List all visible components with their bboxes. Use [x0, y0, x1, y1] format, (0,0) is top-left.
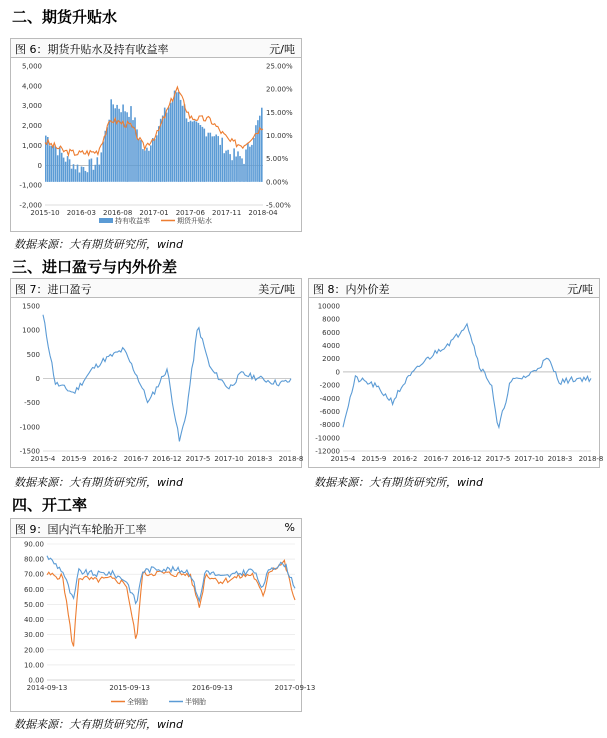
chart-6-title: 图 6：期货升贴水及持有收益率 [15, 43, 169, 56]
y-tick-label: 2000 [322, 355, 340, 364]
y2-tick-label: 20.00% [266, 85, 293, 94]
chart-9-header [11, 519, 301, 538]
bar-holding-yield [190, 121, 192, 182]
y-tick-label: 0 [335, 368, 340, 377]
bar-holding-yield [202, 127, 204, 182]
x-tick-label: 2016-08 [103, 209, 133, 217]
x-tick-label: 2018-3 [247, 455, 273, 463]
bar-holding-yield [110, 99, 112, 182]
x-tick-label: 2018-3 [547, 455, 573, 463]
bar-holding-yield [63, 158, 65, 182]
bar-holding-yield [204, 129, 206, 182]
bar-holding-yield [55, 147, 57, 182]
x-tick-label: 2017-10 [214, 455, 244, 463]
bar-holding-yield [128, 117, 130, 182]
bar-holding-yield [87, 172, 89, 182]
x-tick-label: 2014-09-13 [26, 684, 68, 692]
bar-holding-yield [99, 165, 101, 182]
bar-holding-yield [172, 100, 174, 182]
bar-holding-yield [178, 92, 180, 182]
bar-holding-yield [144, 150, 146, 181]
x-tick-label: 2016-09-13 [191, 684, 233, 692]
y-tick-label: -6000 [319, 407, 340, 416]
bar-holding-yield [148, 151, 150, 182]
x-tick-label: 2015-4 [30, 455, 56, 463]
y-tick-label: 0 [35, 375, 40, 383]
chart-9-unit: % [284, 521, 295, 534]
x-tick-label: 2015-9 [361, 455, 387, 463]
bar-holding-yield [162, 116, 164, 182]
x-tick-label: 2017-11 [212, 209, 242, 217]
bar-holding-yield [251, 145, 253, 182]
y-tick-label: -4000 [319, 394, 340, 403]
bar-holding-yield [93, 170, 95, 182]
bar-holding-yield [176, 92, 178, 182]
bar-holding-yield [83, 167, 85, 182]
bar-holding-yield [152, 138, 154, 182]
x-tick-label: 2015-09-13 [109, 684, 151, 692]
bar-holding-yield [239, 156, 241, 182]
chart-7-svg [11, 298, 304, 466]
y2-tick-label: -5.00% [266, 201, 291, 210]
x-tick-label: 2015-4 [330, 455, 356, 463]
y-tick-label: 1500 [22, 302, 40, 311]
bar-holding-yield [103, 142, 105, 182]
y-tick-label: 60.00 [23, 585, 44, 594]
bar-holding-yield [245, 150, 247, 182]
bar-holding-yield [89, 159, 91, 182]
bar-holding-yield [138, 139, 140, 182]
y-tick-label: 0 [37, 161, 42, 170]
bar-holding-yield [118, 109, 120, 182]
bar-holding-yield [53, 146, 55, 182]
bar-holding-yield [85, 171, 87, 182]
chart-8-header [309, 279, 599, 298]
chart-6-source: 数据来源：大有期货研究所，wind [14, 238, 184, 251]
chart-7-source: 数据来源：大有期货研究所，wind [14, 476, 184, 489]
bar-holding-yield [198, 123, 200, 182]
bar-holding-yield [112, 104, 114, 181]
chart-8-title: 图 8：内外价差 [313, 283, 390, 296]
chart-8-unit: 元/吨 [567, 283, 593, 296]
y-tick-label: 1,000 [21, 141, 42, 150]
bar-holding-yield [233, 148, 235, 182]
bar-holding-yield [212, 136, 214, 182]
y-tick-label: 6000 [322, 328, 340, 337]
legend-label-futures-basis: 期货升贴水 [177, 217, 212, 225]
bar-holding-yield [132, 120, 134, 182]
y-tick-label: 40.00 [23, 616, 44, 625]
chart-6-panel [10, 38, 302, 232]
bar-holding-yield [214, 136, 216, 182]
y2-tick-label: 5.00% [266, 155, 289, 164]
bar-holding-yield [184, 104, 186, 182]
y-tick-label: -12000 [315, 447, 340, 456]
y2-tick-label: 25.00% [266, 62, 293, 71]
bar-holding-yield [124, 111, 126, 182]
x-tick-label: 2015-9 [61, 455, 87, 463]
bar-holding-yield [160, 119, 162, 182]
bar-holding-yield [174, 91, 176, 182]
y-tick-label: 500 [26, 350, 40, 359]
chart-9-panel [10, 518, 316, 712]
y-tick-label: 4,000 [21, 82, 42, 91]
bar-holding-yield [91, 159, 93, 182]
chart-6-header [11, 39, 301, 58]
chart-6-unit: 元/吨 [269, 43, 295, 56]
y-tick-label: 50.00 [23, 600, 44, 609]
y-tick-label: 4000 [322, 342, 340, 351]
bar-holding-yield [249, 147, 251, 182]
bar-holding-yield [231, 160, 233, 182]
bar-holding-yield [229, 154, 231, 182]
bar-holding-yield [150, 145, 152, 182]
chart-8-source: 数据来源：大有期货研究所，wind [314, 476, 484, 489]
bar-holding-yield [154, 139, 156, 182]
y-tick-label: 90.00 [23, 540, 44, 549]
bar-holding-yield [168, 107, 170, 182]
bar-holding-yield [134, 117, 136, 181]
bar-holding-yield [130, 106, 132, 182]
bar-holding-yield [140, 140, 142, 182]
y-tick-label: -2,000 [19, 201, 42, 210]
bar-holding-yield [221, 138, 223, 182]
x-tick-label: 2017-5 [485, 455, 511, 463]
x-tick-label: 2018-04 [248, 209, 278, 217]
y-tick-label: 8000 [322, 315, 340, 324]
bar-holding-yield [253, 138, 255, 182]
bar-holding-yield [180, 100, 182, 182]
bar-holding-yield [225, 151, 227, 182]
bar-holding-yield [219, 145, 221, 182]
bar-holding-yield [259, 116, 261, 182]
y-tick-label: -1,000 [19, 181, 42, 190]
section-title-import-profit: 三、进口盈亏与内外价差 [12, 258, 178, 276]
bar-holding-yield [116, 105, 118, 182]
chart-8-svg [309, 298, 604, 466]
bar-holding-yield [217, 136, 219, 182]
chart-7-unit: 美元/吨 [258, 283, 295, 296]
section-title-futures-basis: 二、期货升贴水 [12, 8, 118, 26]
y-tick-label: 70.00 [23, 570, 44, 579]
bar-holding-yield [101, 152, 103, 182]
bar-holding-yield [65, 162, 67, 182]
bar-holding-yield [261, 108, 263, 182]
y-tick-label: 20.00 [23, 646, 44, 655]
chart-9-title: 图 9：国内汽车轮胎开工率 [15, 523, 147, 536]
y-tick-label: 5,000 [21, 62, 42, 71]
bar-holding-yield [188, 122, 190, 182]
chart-7-header [11, 279, 301, 298]
bar-holding-yield [49, 146, 51, 182]
line-import-profit [43, 315, 291, 442]
bar-holding-yield [122, 105, 124, 182]
bar-holding-yield [75, 169, 77, 182]
y-tick-label: 10.00 [23, 661, 44, 670]
x-tick-label: 2016-12 [452, 455, 482, 463]
line-semi-steel-tire [47, 556, 295, 604]
bar-holding-yield [237, 151, 239, 181]
bar-holding-yield [95, 165, 97, 182]
bar-holding-yield [166, 113, 168, 182]
legend-label-holding-yield: 持有收益率 [115, 217, 150, 225]
legend-swatch-holding-yield [99, 218, 113, 223]
bar-holding-yield [241, 158, 243, 181]
bar-holding-yield [200, 125, 202, 182]
bar-holding-yield [61, 153, 63, 182]
x-tick-label: 2018-8 [578, 455, 604, 463]
y-tick-label: 3,000 [21, 102, 42, 111]
bar-holding-yield [79, 173, 81, 182]
x-tick-label: 2017-09-13 [274, 684, 316, 692]
y-tick-label: 1000 [22, 326, 40, 335]
bar-holding-yield [57, 155, 59, 182]
x-tick-label: 2017-10 [514, 455, 544, 463]
bar-holding-yield [215, 135, 217, 182]
bar-holding-yield [247, 143, 249, 182]
y-tick-label: 0.00 [28, 676, 44, 685]
bar-holding-yield [196, 122, 198, 182]
bar-holding-yield [186, 118, 188, 181]
bar-holding-yield [170, 103, 172, 182]
bar-holding-yield [223, 153, 225, 182]
y-tick-label: 30.00 [23, 631, 44, 640]
x-tick-label: 2018-8 [278, 455, 304, 463]
bar-holding-yield [51, 146, 53, 182]
bar-holding-yield [257, 120, 259, 182]
bar-holding-yield [146, 148, 148, 182]
bar-holding-yield [208, 133, 210, 182]
y-tick-label: 2,000 [21, 122, 42, 131]
bar-holding-yield [77, 165, 79, 182]
x-tick-label: 2017-06 [175, 209, 205, 217]
y2-tick-label: 0.00% [266, 178, 289, 187]
line-price-spread [343, 324, 591, 428]
bar-holding-yield [182, 106, 184, 182]
bar-holding-yield [158, 126, 160, 182]
x-tick-label: 2017-5 [185, 455, 211, 463]
chart-9-svg [11, 538, 316, 710]
bar-holding-yield [192, 122, 194, 182]
bar-holding-yield [105, 131, 107, 182]
y-tick-label: 80.00 [23, 555, 44, 564]
bar-holding-yield [235, 157, 237, 182]
section-title-operating-rate: 四、开工率 [12, 496, 88, 514]
y-tick-label: 10000 [317, 302, 340, 311]
y-tick-label: -1500 [19, 447, 40, 456]
chart-8-panel [308, 278, 604, 468]
bar-holding-yield [243, 164, 245, 182]
y-tick-label: -8000 [319, 421, 340, 430]
x-tick-label: 2016-2 [92, 455, 118, 463]
bar-holding-yield [69, 159, 71, 182]
bar-holding-yield [67, 156, 69, 182]
bar-holding-yield [210, 133, 212, 182]
y2-tick-label: 10.00% [266, 132, 293, 140]
x-tick-label: 2015-10 [30, 209, 60, 217]
bar-holding-yield [81, 167, 83, 182]
x-tick-label: 2016-03 [66, 209, 96, 217]
bar-holding-yield [156, 135, 158, 182]
x-tick-label: 2017-01 [139, 209, 169, 217]
bar-holding-yield [97, 157, 99, 182]
bar-holding-yield [164, 108, 166, 182]
x-tick-label: 2016-7 [423, 455, 449, 463]
bar-holding-yield [106, 127, 108, 182]
y-tick-label: -500 [24, 399, 40, 408]
bar-holding-yield [142, 149, 144, 182]
bar-holding-yield [227, 150, 229, 182]
legend-label-semi-steel: 半钢胎 [185, 698, 206, 706]
x-tick-label: 2016-12 [152, 455, 182, 463]
bar-holding-yield [71, 169, 73, 182]
chart-7-panel [10, 278, 302, 468]
x-tick-label: 2016-7 [123, 455, 149, 463]
x-tick-label: 2016-2 [392, 455, 418, 463]
y-tick-label: -10000 [315, 434, 340, 443]
y2-tick-label: 15.00% [266, 108, 293, 117]
bar-holding-yield [194, 121, 196, 182]
chart-7-title: 图 7：进口盈亏 [15, 283, 92, 296]
bar-holding-yield [59, 147, 61, 182]
chart-6-svg [11, 58, 301, 230]
y-tick-label: -1000 [19, 423, 40, 432]
bar-holding-yield [206, 136, 208, 181]
legend-label-all-steel: 全钢胎 [127, 698, 148, 706]
y-tick-label: -2000 [319, 381, 340, 390]
bar-holding-yield [73, 164, 75, 182]
chart-9-source: 数据来源：大有期货研究所，wind [14, 718, 184, 731]
bar-holding-yield [108, 120, 110, 182]
